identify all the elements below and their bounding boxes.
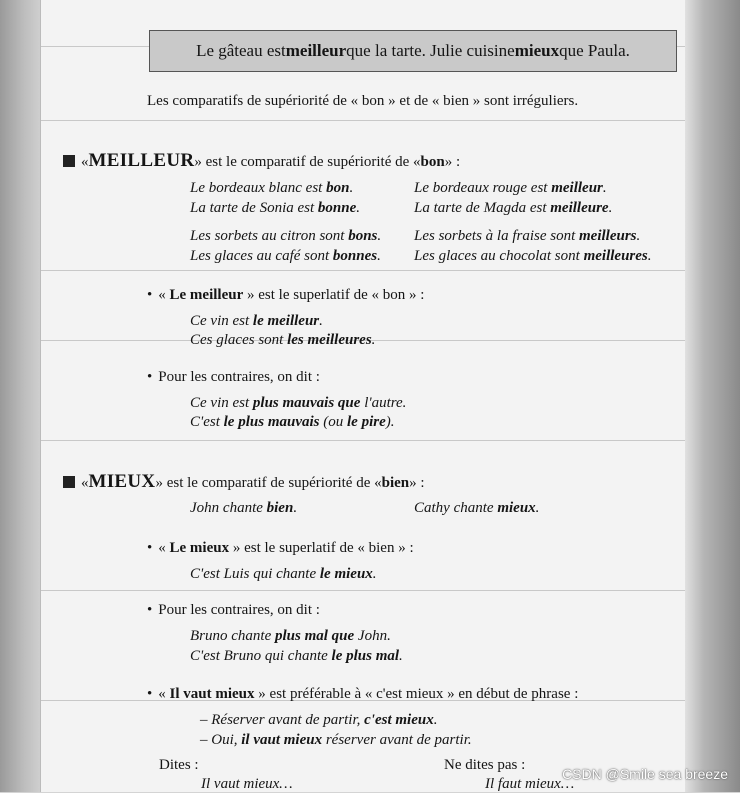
contraire-example: Bruno chante plus mal que John. [190,628,391,644]
banner-bold-meilleur: meilleur [285,41,347,60]
example-left: Le bordeaux blanc est bon. [190,180,354,196]
banner-text-1: Le gâteau est [196,41,286,60]
contraire-example: Ce vin est plus mauvais que l'autre. [190,395,407,411]
banner-text-3: que Paula. [559,41,630,60]
title-banner [149,30,677,72]
dites-label: Dites : [159,757,199,773]
heading-quote: « [81,475,89,491]
square-bullet-icon [63,476,75,488]
superlatif-example: Ces glaces sont les meilleures. [190,332,376,348]
heading-text: » est le comparatif de supériorité de « [155,475,382,491]
bullet-dot-icon: • [147,540,153,556]
example-left: Les sorbets au citron sont bons. [190,228,382,244]
contraire-example: C'est le plus mauvais (ou le pire). [190,414,395,430]
example-right: Cathy chante mieux. [414,500,540,516]
meilleur-heading [63,150,460,172]
example-right: Les sorbets à la fraise sont meilleurs. [414,228,641,244]
ne-dites-pas-label: Ne dites pas : [444,757,526,773]
mieux-heading [63,471,425,493]
heading-end: » : [409,475,425,491]
intro-text: Les comparatifs de supériorité de « bon » et de « bien » sont irréguliers. [147,93,579,109]
bullet-dot-icon: • [147,602,153,618]
bullet-dot-icon: • [147,686,153,702]
example-right: Les glaces au chocolat sont meilleures. [414,248,652,264]
textbook-page [40,0,685,792]
contraires-bullet: • Pour les contraires, on dit : [147,602,320,618]
banner-text-2: que la tarte. Julie cuisine [346,41,515,60]
square-bullet-icon [63,155,75,167]
heading-end: » : [444,154,461,170]
example-right: Le bordeaux rouge est meilleur. [414,180,607,196]
page-edge-shadow [680,0,740,792]
csdn-watermark: CSDN @Smile sea breeze [562,766,728,782]
bleed-line [41,120,685,121]
superlatif-example: C'est Luis qui chante le mieux. [190,566,377,582]
heading-quote: « [81,154,89,170]
bleed-line [41,590,685,591]
bleed-line [41,270,685,271]
heading-keyword: MEILLEUR [88,150,195,171]
heading-bold: bon [420,154,445,170]
superlatif-meilleur-bullet: • « Le meilleur » est le superlatif de « bon » : [147,287,425,303]
superlatif-example: Ce vin est le meilleur. [190,313,323,329]
example-left: Les glaces au café sont bonnes. [190,248,381,264]
heading-text: » est le comparatif de supériorité de « [194,154,421,170]
vaut-example: – Oui, il vaut mieux réserver avant de partir. [200,732,472,748]
superlatif-mieux-bullet: • « Le mieux » est le superlatif de « bien » : [147,540,414,556]
example-left: La tarte de Sonia est bonne. [190,200,361,216]
bullet-dot-icon: • [147,287,153,303]
banner-bold-mieux: mieux [514,41,560,60]
ne-dites-pas-example: Il faut mieux… [485,776,575,792]
example-right: La tarte de Magda est meilleure. [414,200,613,216]
dites-example: Il vaut mieux… [201,776,293,792]
vaut-example: – Réserver avant de partir, c'est mieux. [200,712,438,728]
contraire-example: C'est Bruno qui chante le plus mal. [190,648,403,664]
contraires-bullet: • Pour les contraires, on dit : [147,369,320,385]
book-spine-shadow [0,0,40,792]
heading-keyword: MIEUX [88,471,156,492]
bleed-line [41,440,685,441]
heading-bold: bien [381,475,410,491]
bullet-dot-icon: • [147,369,153,385]
il-vaut-mieux-bullet: • « Il vaut mieux » est préférable à « c'est mieux » en début de phrase : [147,686,579,702]
example-left: John chante bien. [190,500,298,516]
